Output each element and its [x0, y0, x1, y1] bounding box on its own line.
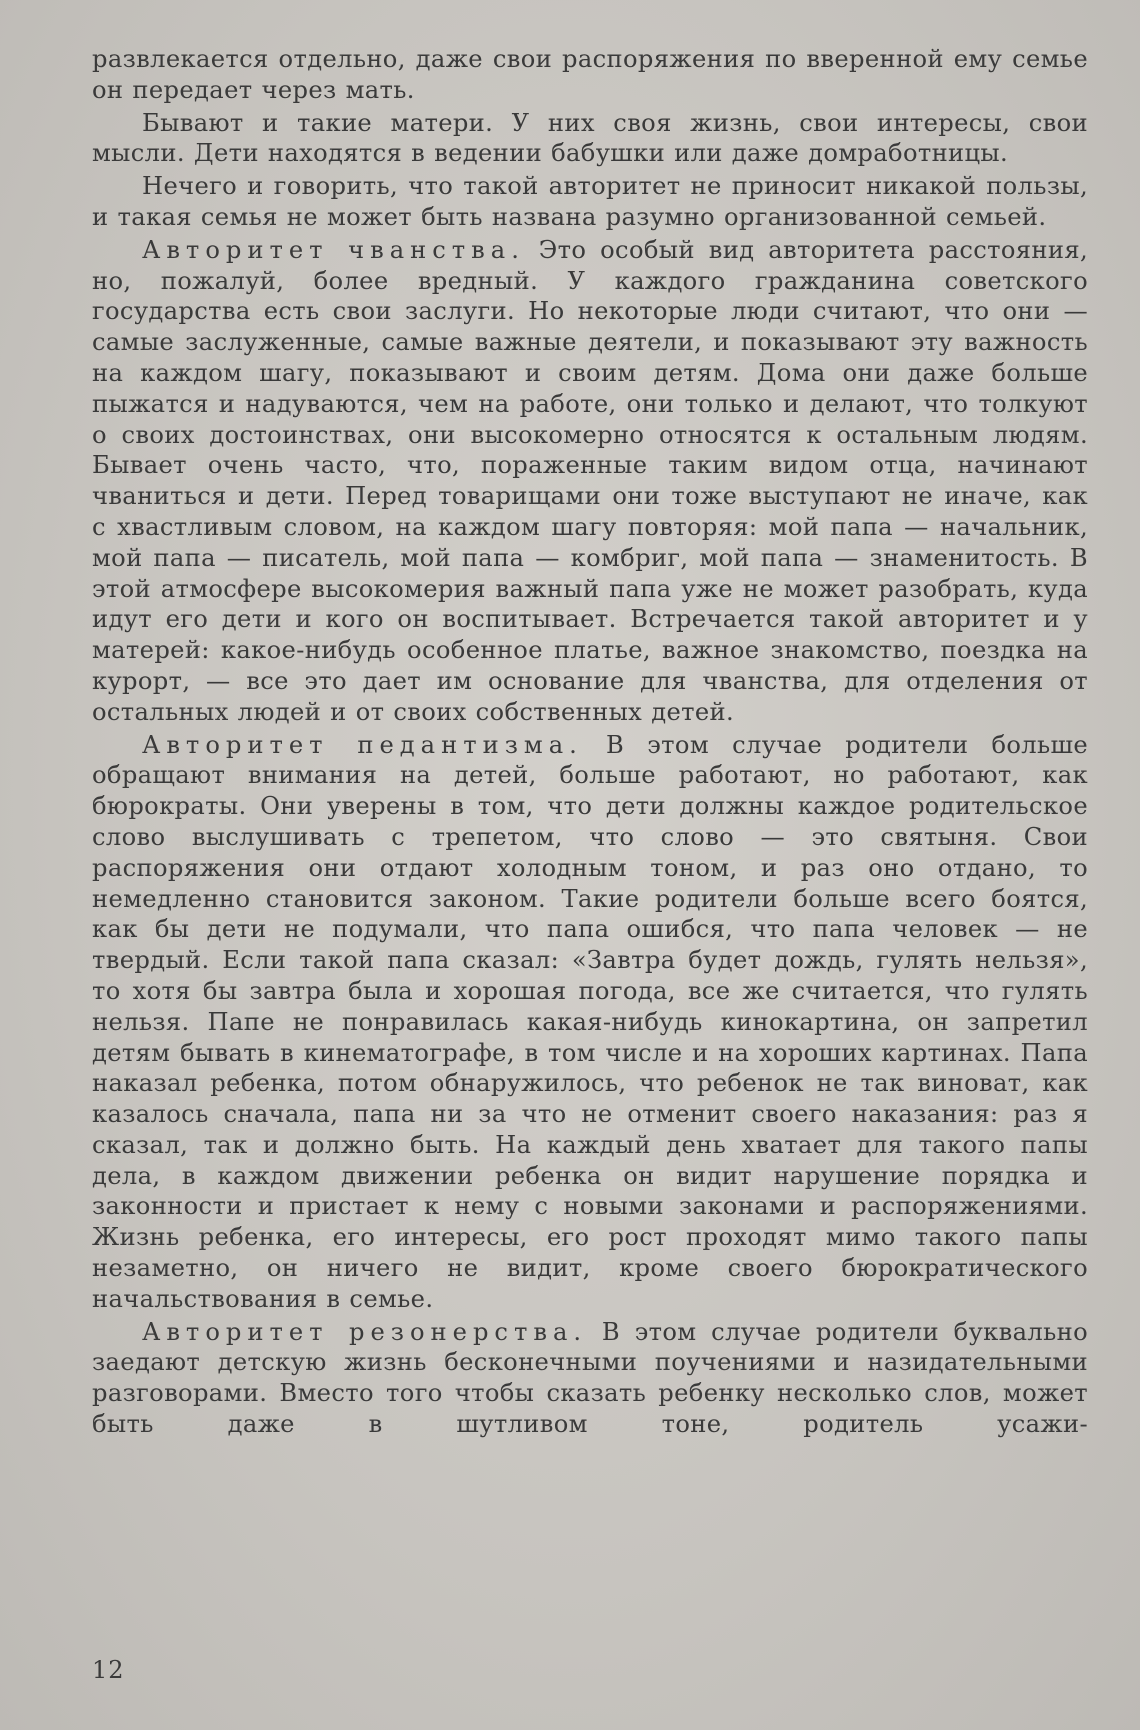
paragraph-text: Нечего и говорить, что такой авторитет не приносит никакой пользы, и такая семья не может быть названа разумно организованной семьей. — [92, 172, 1088, 231]
body-text — [92, 44, 1088, 1440]
paragraph-text: В этом случае родители буквально заедают детскую жизнь бесконечными поучениями и назидательными разговорами. Вместо того чтобы сказать ребенку несколько слов, может быть даже в шутливом тоне, родитель усажи- — [92, 1317, 1088, 1439]
paragraph-text: Бывают и такие матери. У них своя жизнь, свои интересы, свои мысли. Дети находятся в ведении бабушки или даже домработницы. — [92, 108, 1088, 168]
paragraph-lead-heading: Авторитет резонерства. — [142, 1317, 588, 1346]
paragraph-authority-of-conceit — [92, 235, 1088, 728]
paragraph-text: развлекается отдельно, даже свои распоряжения по вверенной ему семье он передает через мать. — [92, 45, 1088, 104]
paragraph-text: Это особый вид авторитета расстояния, но, пожалуй, более вредный. У каждого гражданина советского государства есть свои заслуги. Но некоторые люди считают, что они — самые заслуженные, самые важные деятели, и показывают эту важность на каждом шагу, показывают и своим детям. Дома они даже больше пыжатся и надуваются, чем на работе, они только и делают, что толкуют о своих достоинствах, они высокомерно относятся к остальным людям. Бывает очень часто, что, пораженные таким видом отца, начинают чваниться и дети. Перед товарищами они тоже выступают не иначе, как с хвастливым словом, на каждом шагу повторяя: мой папа — начальник, мой папа — писатель, мой папа — комбриг, мой папа — знаменитость. В этой атмосфере высокомерия важный папа уже не может разобрать, куда идут его дети и кого он воспитывает. Встречается такой авторитет и у матерей: какое-нибудь особенное платье, важное знакомство, поездка на курорт, — все это дает им основание для чванства, для отделения от остальных людей и от своих собственных детей. — [92, 235, 1088, 726]
paragraph-3 — [92, 171, 1088, 233]
paragraph-authority-of-moralizing — [92, 1317, 1088, 1440]
page-number: 12 — [92, 1656, 125, 1684]
paragraph-2 — [92, 108, 1088, 170]
paragraph-1 — [92, 44, 1088, 106]
paragraph-authority-of-pedantry — [92, 730, 1088, 1315]
paragraph-lead-heading: Авторитет педантизма. — [142, 730, 583, 759]
paragraph-text: В этом случае родители больше обращают внимания на детей, больше работают, но работают, как бюрократы. Они уверены в том, что дети должны каждое родительское слово выслушивать с трепетом, что слово — это святыня. Свои распоряжения они отдают холодным тоном, и раз оно отдано, то немедленно становится законом. Такие родители больше всего боятся, как бы дети не подумали, что папа ошибся, что папа человек — не твердый. Если такой папа сказал: «Завтра будет дождь, гулять нельзя», то хотя бы завтра была и хорошая погода, все же считается, что гулять нельзя. Папе не понравилась какая-нибудь кинокартина, он запретил детям бывать в кинематографе, в том числе и на хороших картинах. Папа наказал ребенка, потом обнаружилось, что ребенок не так виноват, как казалось сначала, папа ни за что не отменит своего наказания: раз я сказал, так и должно быть. На каждый день хватает для такого папы дела, в каждом движении ребенка он видит нарушение порядка и законности и пристает к нему с новыми законами и распоряжениями. Жизнь ребенка, его интересы, его рост проходят мимо такого папы незаметно, он ничего не видит, кроме своего бюрократического начальствования в семье. — [92, 730, 1089, 1313]
paragraph-lead-heading: Авторитет чванства. — [142, 235, 525, 264]
